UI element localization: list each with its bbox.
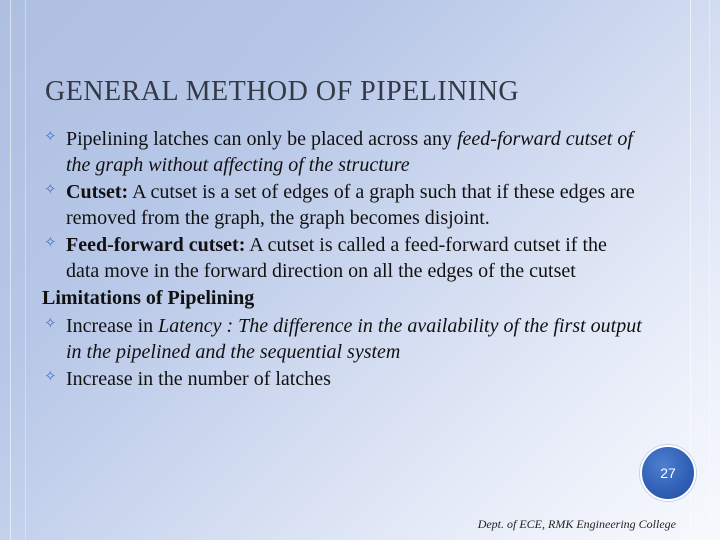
bullet-cutset bbox=[44, 179, 644, 231]
bullet-italic-text: feed-forward cutset of the graph without affecting of the structure bbox=[66, 128, 633, 176]
feed-forward-term: Feed-forward cutset: bbox=[66, 234, 246, 256]
footer-credit: Dept. of ECE, RMK Engineering College bbox=[477, 517, 676, 531]
slide-title: GENERAL METHOD OF PIPELINING bbox=[45, 76, 520, 107]
diamond-bullet-icon: ✧ bbox=[44, 369, 57, 385]
page-number-badge bbox=[640, 445, 696, 501]
latency-term: Latency bbox=[158, 315, 222, 337]
limitation-latches bbox=[44, 366, 644, 392]
cutset-definition: A cutset is a set of edges of a graph such that if these edges are removed from the graph, the graph becomes disjoint. bbox=[66, 181, 635, 229]
latches-text: Increase in the number of latches bbox=[66, 368, 331, 390]
latency-lead: Increase in bbox=[66, 315, 159, 337]
bullet-lead-text: Pipelining latches can only be placed across any bbox=[66, 128, 457, 150]
bullet-pipelining-latches bbox=[44, 126, 644, 178]
latency-description: : The difference in the availability of the first output in the pipelined and the sequential system bbox=[66, 315, 642, 363]
cutset-term: Cutset: bbox=[66, 181, 129, 203]
feed-forward-definition: A cutset is called a feed-forward cutset if the data move in the forward direction on all the edges of the cutset bbox=[66, 234, 607, 282]
diamond-bullet-icon: ✧ bbox=[44, 235, 57, 251]
diamond-bullet-icon: ✧ bbox=[44, 316, 57, 332]
limitations-heading: Limitations of Pipelining bbox=[42, 287, 255, 309]
slide-content bbox=[44, 126, 644, 393]
right-decorative-frame bbox=[690, 0, 710, 540]
diamond-bullet-icon: ✧ bbox=[44, 182, 57, 198]
page-number: 27 bbox=[660, 465, 676, 481]
limitation-latency bbox=[44, 313, 644, 365]
diamond-bullet-icon: ✧ bbox=[44, 129, 57, 145]
left-decorative-frame bbox=[10, 0, 26, 540]
bullet-feed-forward-cutset bbox=[44, 232, 644, 284]
